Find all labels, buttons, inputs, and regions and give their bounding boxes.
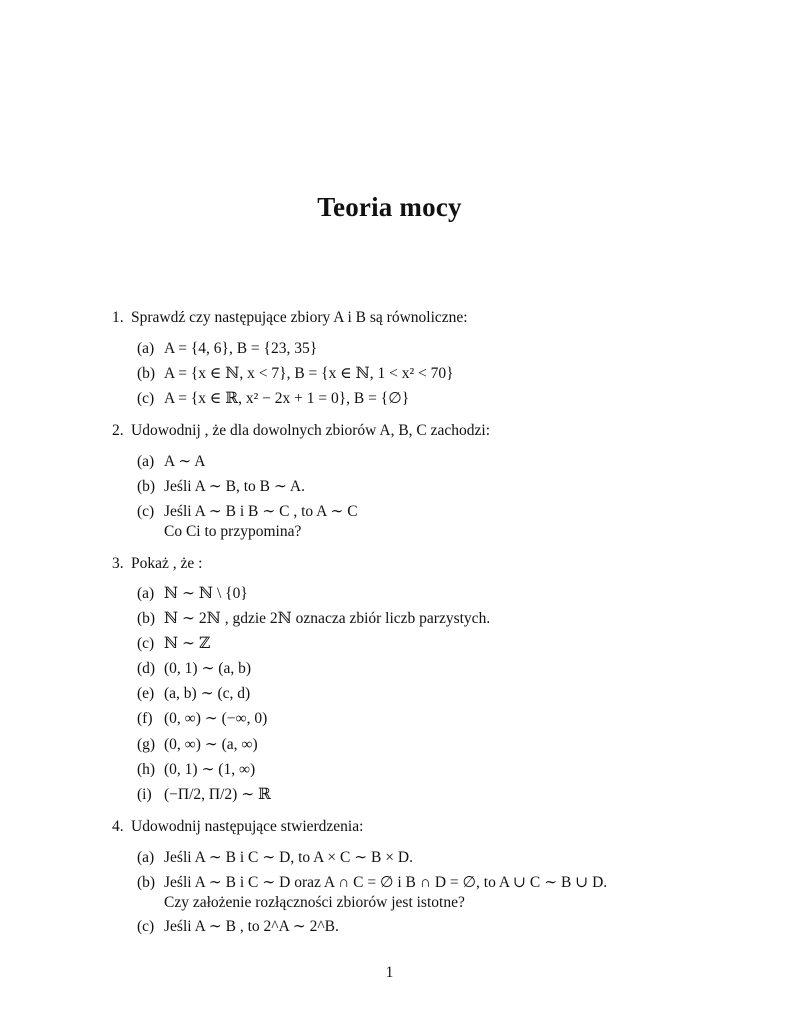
item-label: (d) [137,660,156,677]
problem-number: 2. [112,422,124,439]
item-text: (0, 1) ∼ (1, ∞) [164,761,256,778]
item-label: (b) [137,874,156,891]
item-label: (c) [137,918,155,935]
item-label: (c) [137,390,155,407]
problem-2-item-c-question: Co Ci to przypomina? [164,523,302,540]
problem-3 [112,554,202,574]
problem-3-item-f [137,709,267,729]
problem-2-item-c [137,502,358,522]
item-text: A = {4, 6}, B = {23, 35} [164,340,318,357]
item-text: Jeśli A ∼ B , to 2^A ∼ 2^B. [164,918,339,935]
problem-3-item-e [137,684,250,704]
item-label: (h) [137,761,156,778]
problem-4 [112,817,363,837]
problem-1-item-a [137,339,317,359]
problem-2 [112,421,490,441]
item-text: Jeśli A ∼ B, to B ∼ A. [164,478,305,495]
problem-number: 4. [112,818,124,835]
item-text: (−Π/2, Π/2) ∼ ℝ [164,786,271,803]
problem-number: 3. [112,555,124,572]
item-label: (f) [137,710,153,727]
problem-text: Udowodnij , że dla dowolnych zbiorów A, B, C zachodzi: [131,422,491,439]
problem-3-item-d [137,659,251,679]
item-label: (c) [137,503,155,520]
item-text: (0, ∞) ∼ (a, ∞) [164,736,258,753]
problem-2-item-a [137,452,205,472]
item-label: (c) [137,635,155,652]
item-label: (b) [137,610,156,627]
item-label: (g) [137,736,156,753]
problem-text: Udowodnij następujące stwierdzenia: [131,818,364,835]
item-label: (a) [137,340,155,357]
problem-3-item-a [137,584,248,604]
item-label: (i) [137,786,152,803]
item-text: Jeśli A ∼ B i C ∼ D oraz A ∩ C = ∅ i B ∩ D = ∅, to A ∪ C ∼ B ∪ D. [164,874,608,891]
item-label: (b) [137,478,156,495]
problem-3-item-c [137,634,210,654]
item-text: Jeśli A ∼ B i C ∼ D, to A × C ∼ B × D. [164,849,413,866]
item-text: Jeśli A ∼ B i B ∼ C , to A ∼ C [164,503,358,520]
problem-3-item-b [137,609,490,629]
item-label: (a) [137,849,155,866]
problem-number: 1. [112,309,124,326]
item-label: (a) [137,453,155,470]
problem-4-item-b-question: Czy założenie rozłączności zbiorów jest istotne? [164,894,465,911]
problem-1-item-c [137,389,409,409]
item-label: (a) [137,585,155,602]
item-label: (e) [137,685,155,702]
page-number: 1 [385,964,394,981]
item-text: (0, ∞) ∼ (−∞, 0) [164,710,268,727]
item-text: ℕ ∼ ℤ [164,635,211,652]
problem-3-item-h [137,760,255,780]
item-text: (0, 1) ∼ (a, b) [164,660,252,677]
item-text: A ∼ A [164,453,206,470]
problem-3-item-i [137,785,271,805]
problem-4-item-c [137,917,339,937]
item-text: ℕ ∼ ℕ \ {0} [164,585,248,602]
problem-1-item-b [137,364,454,384]
problem-1 [112,308,468,328]
item-text: (a, b) ∼ (c, d) [164,685,251,702]
item-text: ℕ ∼ 2ℕ , gdzie 2ℕ oznacza zbiór liczb parzystych. [164,610,491,627]
problem-2-item-b [137,477,305,497]
problem-3-item-g [137,735,258,755]
problem-4-item-a [137,848,413,868]
problem-text: Pokaż , że : [131,555,203,572]
item-label: (b) [137,365,156,382]
problem-text: Sprawdź czy następujące zbiory A i B są równoliczne: [131,309,468,326]
item-text: A = {x ∈ ℕ, x < 7}, B = {x ∈ ℕ, 1 < x² < 70} [164,365,454,382]
item-text: A = {x ∈ ℝ, x² − 2x + 1 = 0}, B = {∅} [164,390,410,407]
page-title: Teoria mocy [317,192,462,222]
problem-4-item-b [137,873,607,893]
